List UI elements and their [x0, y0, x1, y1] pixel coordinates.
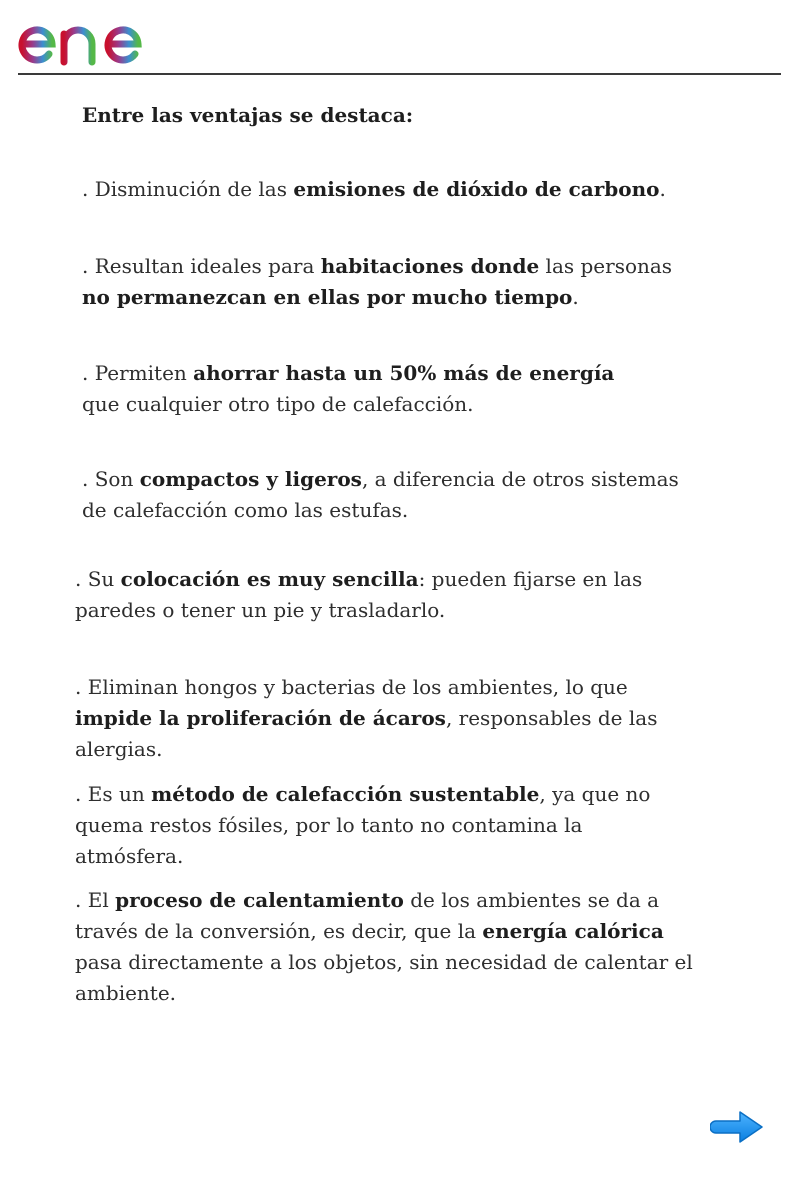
list-item: . Permiten ahorrar hasta un 50% más de energía que cualquier otro tipo de calefacción. [82, 361, 615, 416]
list-item: . Es un método de calefacción sustentable, ya que no quema restos fósiles, por lo tanto no contamina la atmósfera. [75, 782, 651, 868]
list-item: . Eliminan hongos y bacterias de los ambientes, lo que impide la proliferación de ácaros, responsables de las alergias. [75, 675, 658, 761]
next-page-button[interactable] [710, 1108, 766, 1146]
list-item: . El proceso de calentamiento de los ambientes se da a través de la conversión, es decir, que la energía calórica pasa directamente a los objetos, sin necesidad de calentar el ambiente. [75, 888, 693, 1005]
arrow-right-icon [710, 1108, 766, 1146]
intro-heading: Entre las ventajas se destaca: [82, 103, 414, 127]
list-item: . Su colocación es muy sencilla: pueden fijarse en las paredes o tener un pie y trasladarlo. [75, 567, 643, 622]
list-item: . Disminución de las emisiones de dióxido de carbono. [82, 177, 666, 201]
list-item: . Son compactos y ligeros, a diferencia de otros sistemas de calefacción como las estufas. [82, 467, 679, 522]
list-item: . Resultan ideales para habitaciones donde las personas no permanezcan en ellas por mucho tiempo. [82, 254, 673, 309]
